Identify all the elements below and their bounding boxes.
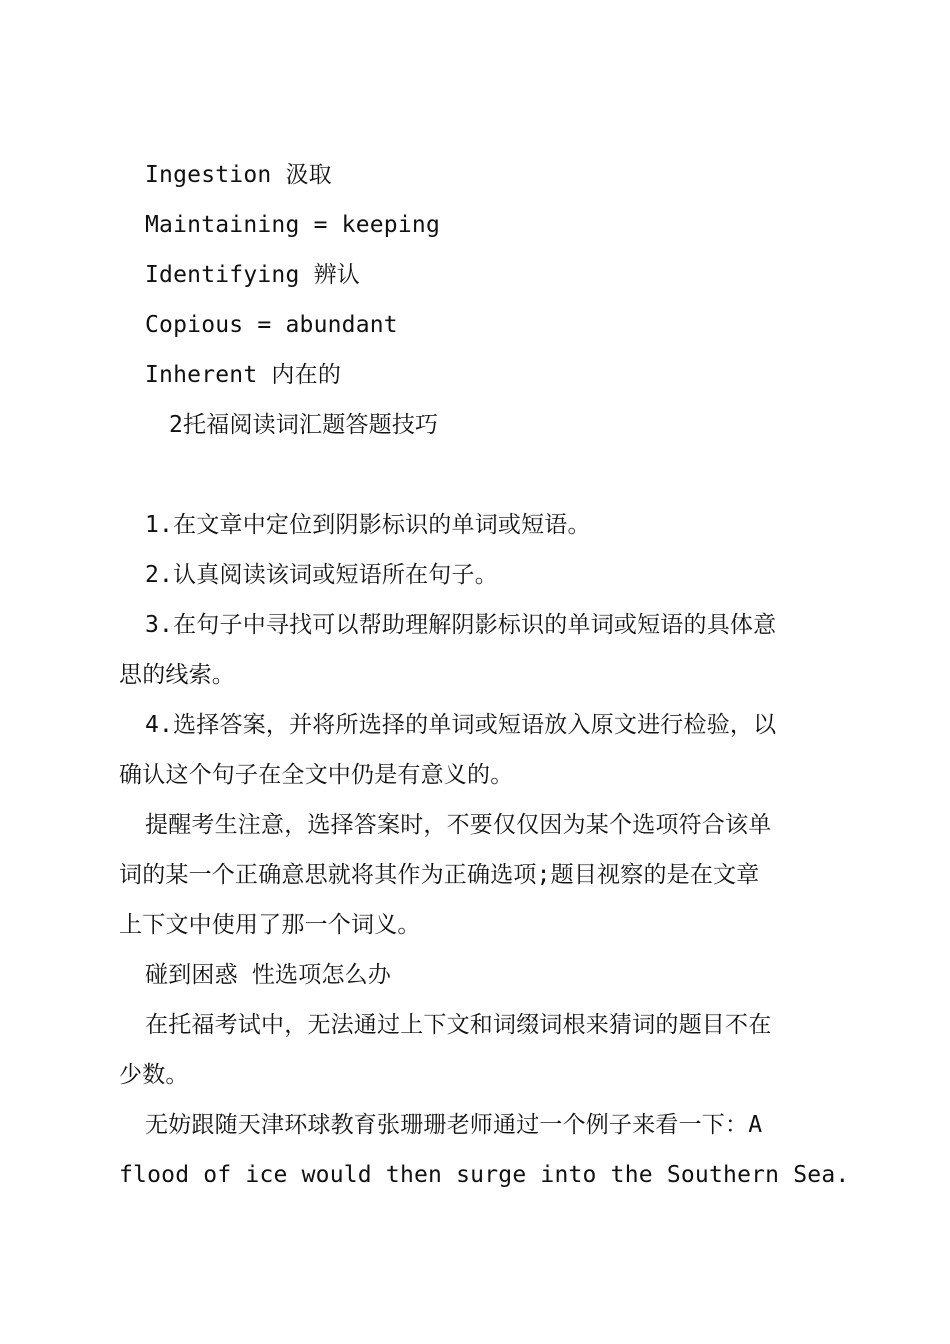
reminder-line-2: 词的某一个正确意思就将其作为正确选项;题目视察的是在文章 [119,862,760,888]
paragraph-2-line-2: flood of ice would then surge into the Southern Sea. [119,1162,850,1188]
step-3-line-1: 3.在句子中寻找可以帮助理解阴影标识的单词或短语的具体意 [145,612,777,638]
reminder-line-3: 上下文中使用了那一个词义。 [119,912,421,938]
step-2: 2.认真阅读该词或短语所在句子。 [145,562,498,588]
step-3-line-2: 思的线索。 [119,662,235,688]
vocab-item: Copious = abundant [145,312,398,338]
paragraph-1-line-2: 少数。 [119,1062,189,1088]
vocab-item: Identifying 辨认 [145,262,360,288]
vocab-item: Maintaining = keeping [145,212,440,238]
paragraph-1-line-1: 在托福考试中，无法通过上下文和词缀词根来猜词的题目不在 [145,1012,772,1038]
vocab-item: Ingestion 汲取 [145,162,332,188]
vocab-item: Inherent 内在的 [145,362,342,388]
spacer [119,450,839,500]
step-4-line-2: 确认这个句子在全文中仍是有意义的。 [119,762,514,788]
reminder-line-1: 提醒考生注意，选择答案时，不要仅仅因为某个选项符合该单 [145,812,772,838]
section-heading: 2托福阅读词汇题答题技巧 [169,412,439,438]
confusing-options-heading: 碰到困惑 性选项怎么办 [145,962,392,988]
paragraph-2-line-1: 无妨跟随天津环球教育张珊珊老师通过一个例子来看一下：A [145,1112,763,1138]
step-1: 1.在文章中定位到阴影标识的单词或短语。 [145,512,591,538]
document-body [119,150,850,1200]
step-4-line-1: 4.选择答案，并将所选择的单词或短语放入原文进行检验，以 [145,712,777,738]
